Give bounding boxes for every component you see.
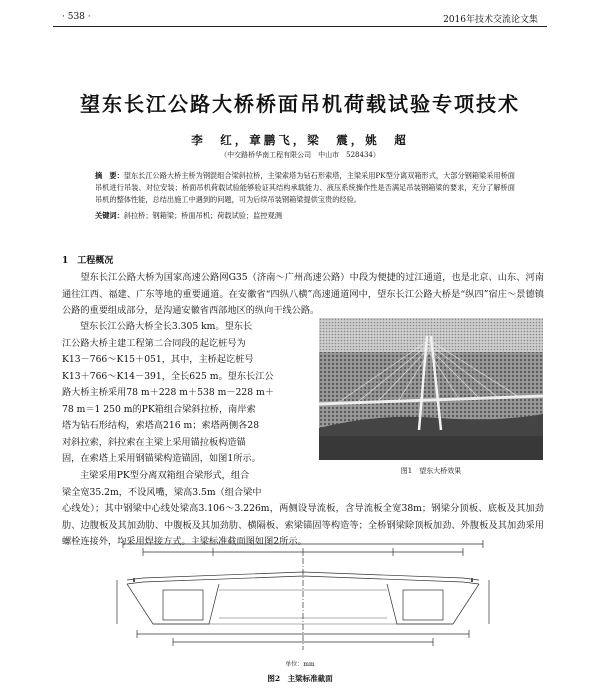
affiliation: （中交路桥华南工程有限公司 中山市 528434） [220,151,380,159]
keywords-label: 关键词： [95,211,124,220]
p2-line: 路大桥主桥采用78 m＋228 m＋538 m－228 m＋ [62,387,274,398]
cross-section-drawing [113,538,493,668]
p2-line: 塔为钻石形结构，索塔高216 m；索塔两侧各28 [62,420,260,431]
section-heading: 1 工程概况 [62,256,114,266]
keywords [95,210,515,222]
p2-line: 对斜拉索，斜拉索在主梁上采用锚拉板构造锚 [62,436,246,448]
paragraph-1: 望东长江公路大桥为国家高速公路网G35（济南～广州高速公路）中段为便捷的过江通道，也是北京、山东、河南通往江西、福建、广东等地的重要通道。在安徽省“四纵八横”高速通道网中，望东长江公路大桥是“纵四”宿庄～景德镇公路的重要组成部分，是沟通安徽省西部地区的纵向干线公路。 [62,272,544,316]
abstract-label: 摘 要： [95,171,124,180]
bridge-photo [319,318,543,460]
keywords-text: 斜拉桥；钢箱梁；桥面吊机；荷载试验；监控观测 [123,211,282,220]
p2-line: 固，在索塔上采用钢锚梁构造锚固，如图1所示。 [62,453,261,464]
authors: 李 红，章鹏飞，梁 震，姚 超 [191,133,409,147]
abstract-text: 望东长江公路大桥主桥为钢混组合梁斜拉桥，主梁索塔为钻石形索塔，主梁采用PK型分离双箱形式，大部分钢箱梁采用桥面吊机进行吊装、对位安装；桥面吊机荷载试验能够验证其结构承载能力、液压系统操作性是否满足吊装钢箱梁的要求，充分了解桥面吊机的整体性能，总结出施工中遇到的问题，可为后续吊装钢箱梁提供宝贵的经验。 [95,171,515,204]
abstract [95,170,515,206]
p3-line: 梁全宽35.2m，不设风嘴，梁高3.5m（组合梁中 [62,486,262,498]
journal-name: 2016年技术交流论文集 [443,15,538,25]
p2-line: K13＋766～K14－391，全长625 m。望东长江公 [62,370,274,382]
header-rule [53,26,547,27]
p2-line: 江公路大桥主建工程第二合同段的起讫桩号为 [62,337,246,349]
page-number: · 538 · [62,12,91,22]
p2-line: 78 m＝1 250 m的PK箱组合梁斜拉桥，南岸索 [62,403,256,415]
figure-2-caption: 图2 主梁标准截面 [267,674,333,683]
p2-line: 望东长江公路大桥全长3.305 km。望东长 [80,321,253,332]
paper-title: 望东长江公路大桥桥面吊机荷载试验专项技术 [80,92,520,116]
p3-line: 主梁采用PK型分离双箱组合梁形式，组合 [80,470,250,481]
p3-line: 心线处）；其中钢梁中心线处梁高3.106～3.226m，两侧设导流板，含导流板全宽38m；钢梁分顶板、底板及其加劲肋、边腹板及其加劲肋、中腹板及其加劲肋、横隔板、索梁锚固等构造等；全桥钢梁除顶板加劲、外腹板及其加劲采用螺栓连接外，均采用焊接方式。主梁标准截面图如图2所示。 [62,503,544,547]
p2-line: K13－766～K15＋051，其中，主桥起讫桩号 [62,354,254,365]
figure-1-caption: 图1 望东大桥效果 [400,467,462,475]
paragraph-2 [62,319,312,468]
figure-2-unit: 单位：mm [285,661,315,668]
